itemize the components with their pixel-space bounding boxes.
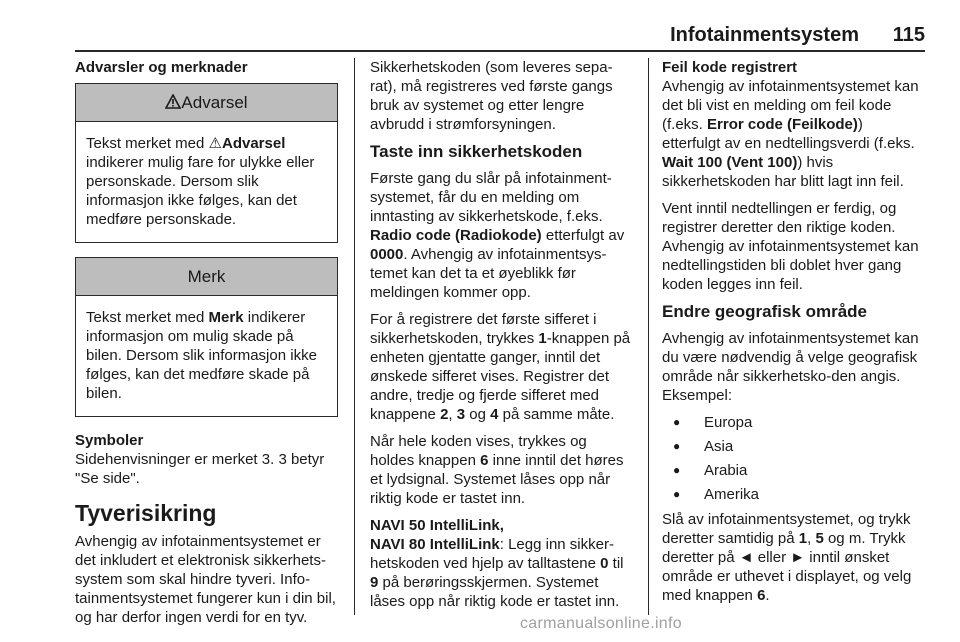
page-number: 115 [892, 24, 925, 46]
note-text: Tekst merket med [86, 309, 209, 326]
theft-heading: Tyverisikring [75, 500, 217, 526]
watermark: carmanualsonline.info [520, 615, 682, 632]
paragraph: Første gang du slår på infotainment-systemet, får du en melding om inntasting av sikkerhetskode, f.eks. Radio code (Radiokode) etterfulgt av 0000. Avhengig av infotainmentsys-temet kan det ta et øyeblikk før meldingen kommer opp. [370, 170, 625, 301]
paragraph: NAVI 50 IntelliLink, NAVI 80 IntelliLink: Legg inn sikker-hetskoden ved hjelp av talltastene 0 til 9 på berøringsskjermen. Systemet låses opp når riktig kode er tastet inn. [370, 517, 624, 610]
column-2 [370, 58, 633, 619]
note-keyword: Merk [208, 309, 244, 326]
column-1 [75, 58, 338, 635]
paragraph: Avhengig av infotainmentsystemet kan du være nødvendig å velge geografisk område når sikkerhetsko-den angis. Eksempel: [662, 330, 919, 404]
warning-keyword: Advarsel [222, 135, 286, 152]
theft-text: Avhengig av infotainmentsystemet er det inkludert et elektronisk sikkerhets-system som skal hindre tyveri. Info-tainmentsystemet fungerer kun i din bil, og har derfor ingen verdi for en tyv. [75, 533, 336, 626]
warning-box [75, 83, 338, 243]
warning-box-header [76, 84, 337, 122]
section-heading: Feil kode registrert [662, 59, 798, 76]
section-heading: Advarsler og merknader [75, 59, 248, 76]
warning-text: Tekst merket med [86, 135, 209, 152]
page-header [75, 24, 925, 50]
paragraph: Når hele koden vises, trykkes og holdes knappen 6 inne inntil det høres et lydsignal. Systemet låses opp når riktig kode er tastet inn. [370, 433, 624, 507]
header-rule [75, 50, 925, 52]
column-divider [648, 58, 649, 615]
note-text: indikerer informasjon om mulig skade på bilen. Dersom slik informasjon ikke følges, kan det medføre skade på bilen. [86, 309, 317, 402]
paragraph: For å registrere det første sifferet i sikkerhetskoden, trykkes 1-knappen på enheten gjentatte ganger, inntil det ønskede sifferet vises. Registrer det andre, tredje og fjerde sifferet med knappene 2, 3 og 4 på samme måte. [370, 311, 631, 423]
column-divider [354, 58, 355, 615]
warning-triangle-icon [165, 94, 181, 109]
paragraph: Slå av infotainmentsystemet, og trykk deretter samtidig på 1, 5 og m. Trykk deretter på ◄ eller ► inntil ønsket område er uthevet i displayet, og velg med knappen 6. [662, 511, 912, 604]
symbols-heading: Symboler [75, 432, 144, 449]
right-arrow-icon: ► [790, 549, 806, 566]
note-box [75, 257, 338, 417]
section-heading: Taste inn sikkerhetskoden [370, 142, 583, 161]
power-icon: m [848, 530, 862, 547]
list-item: ● Asia [662, 437, 925, 456]
symbols-text: Sidehenvisninger er merket 3. 3 betyr "Se side". [75, 451, 325, 487]
note-box-body [76, 296, 337, 416]
note-box-header: Merk [76, 258, 337, 296]
warning-icon: ⚠ [208, 135, 222, 152]
region-list [662, 413, 925, 504]
left-arrow-icon: ◄ [738, 549, 754, 566]
page-title: Infotainmentsystem [670, 24, 859, 46]
paragraph: Vent inntil nedtellingen er ferdig, og registrer deretter den riktige koden. Avhengig av infotainmentsystemet kan nedtellingstiden bli doblet hver gang koden legges inn feil. [662, 200, 919, 293]
list-item: ● Europa [662, 413, 925, 432]
warning-title: Advarsel [181, 93, 248, 112]
paragraph: Sikkerhetskoden (som leveres sepa-rat), må registreres ved første gangs bruk av systemet og etter lengre avbrudd i strømforsyningen. [370, 59, 613, 133]
warning-box-body [76, 122, 337, 242]
list-item: ● Arabia [662, 461, 925, 480]
paragraph: Avhengig av infotainmentsystemet kan det bli vist en melding om feil kode (f.eks. Error code (Feilkode)) etterfulgt av en nedtellingsverdi (f.eks. Wait 100 (Vent 100)) hvis sikkerhetskoden har blitt lagt inn feil. [662, 78, 919, 190]
column-3 [662, 58, 925, 613]
list-item: ● Amerika [662, 485, 925, 504]
section-heading: Endre geografisk område [662, 302, 868, 321]
warning-text: indikerer mulig fare for ulykke eller personskade. Dersom slik informasjon ikke følges, kan det medføre personskade. [86, 154, 315, 228]
